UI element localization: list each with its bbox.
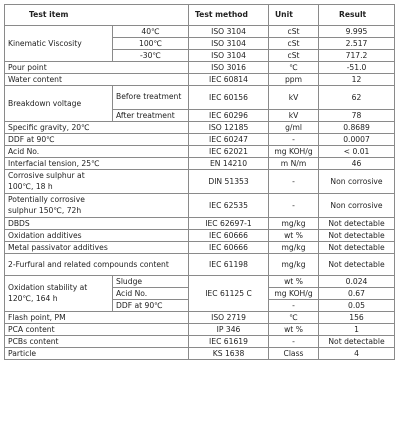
header-unit: Unit	[269, 5, 319, 26]
row-unit: kV	[269, 110, 319, 122]
row-label: Particle	[5, 348, 189, 360]
row-unit: ppm	[269, 74, 319, 86]
row-label-kinematic-viscosity: Kinematic Viscosity	[5, 26, 113, 62]
row-unit: mg/kg	[269, 242, 319, 254]
table-row	[5, 324, 395, 336]
table-row	[5, 218, 395, 230]
row-label: Interfacial tension, 25℃	[5, 158, 189, 170]
row-method: KS 1638	[189, 348, 269, 360]
table-row	[5, 312, 395, 324]
row-method: ISO 2719	[189, 312, 269, 324]
row-result: 0.05	[319, 300, 395, 312]
row-result: Non corrosive	[319, 194, 395, 218]
table-row	[5, 146, 395, 158]
row-unit: ℃	[269, 62, 319, 74]
row-label: Flash point, PM	[5, 312, 189, 324]
row-label: DDF at 90℃	[5, 134, 189, 146]
row-unit: -	[269, 170, 319, 194]
row-sub-condition: Before treatment	[113, 86, 189, 110]
table-row	[5, 276, 395, 288]
row-result: 156	[319, 312, 395, 324]
row-unit: mg KOH/g	[269, 146, 319, 158]
row-unit: wt %	[269, 324, 319, 336]
row-result: 46	[319, 158, 395, 170]
header-test-item: Test item	[5, 5, 189, 26]
row-method: IEC 60814	[189, 74, 269, 86]
table-row	[5, 122, 395, 134]
row-label: Acid No.	[5, 146, 189, 158]
row-result: < 0.01	[319, 146, 395, 158]
row-unit: cSt	[269, 38, 319, 50]
table-row	[5, 158, 395, 170]
row-result: 0.0007	[319, 134, 395, 146]
row-label: Potentially corrosive sulphur 150℃, 72h	[5, 194, 189, 218]
table-row	[5, 348, 395, 360]
row-result: Not detectable	[319, 230, 395, 242]
table-row	[5, 336, 395, 348]
row-method: IEC 62697-1	[189, 218, 269, 230]
table-row	[5, 194, 395, 218]
row-method: ISO 3104	[189, 50, 269, 62]
row-result: Not detectable	[319, 336, 395, 348]
row-label: DBDS	[5, 218, 189, 230]
row-result: Not detectable	[319, 242, 395, 254]
row-label: 2-Furfural and related compounds content	[5, 254, 189, 276]
table-row	[5, 230, 395, 242]
row-label: PCA content	[5, 324, 189, 336]
row-sub-condition: Acid No.	[113, 288, 189, 300]
row-label: Pour point	[5, 62, 189, 74]
table-row	[5, 254, 395, 276]
row-result: 4	[319, 348, 395, 360]
row-unit: g/ml	[269, 122, 319, 134]
row-sub-condition: After treatment	[113, 110, 189, 122]
row-result: Non corrosive	[319, 170, 395, 194]
row-result: 0.67	[319, 288, 395, 300]
row-result: 0.024	[319, 276, 395, 288]
row-unit: -	[269, 194, 319, 218]
row-unit: mg/kg	[269, 218, 319, 230]
header-test-method: Test method	[189, 5, 269, 26]
row-unit: -	[269, 336, 319, 348]
row-unit: -	[269, 300, 319, 312]
row-result: 0.8689	[319, 122, 395, 134]
table-header-row	[5, 5, 395, 26]
row-unit: cSt	[269, 50, 319, 62]
row-unit: wt %	[269, 276, 319, 288]
row-method: IEC 60156	[189, 86, 269, 110]
row-method: ISO 12185	[189, 122, 269, 134]
table-row	[5, 242, 395, 254]
row-label: Oxidation additives	[5, 230, 189, 242]
table-row	[5, 86, 395, 110]
row-method: ISO 3016	[189, 62, 269, 74]
row-unit: m N/m	[269, 158, 319, 170]
row-sub-condition: -30℃	[113, 50, 189, 62]
oil-test-results-table-container	[4, 4, 394, 360]
row-result: Not detectable	[319, 254, 395, 276]
row-method: IP 346	[189, 324, 269, 336]
row-result: 1	[319, 324, 395, 336]
row-result: Not detectable	[319, 218, 395, 230]
table-row	[5, 170, 395, 194]
row-method: IEC 61619	[189, 336, 269, 348]
row-result: 717.2	[319, 50, 395, 62]
row-method: ISO 3104	[189, 26, 269, 38]
row-result: 9.995	[319, 26, 395, 38]
row-method: IEC 60666	[189, 242, 269, 254]
row-label: Specific gravity, 20℃	[5, 122, 189, 134]
row-label: Metal passivator additives	[5, 242, 189, 254]
header-result: Result	[319, 5, 395, 26]
row-unit: kV	[269, 86, 319, 110]
row-method: IEC 60247	[189, 134, 269, 146]
row-method: DIN 51353	[189, 170, 269, 194]
row-sub-condition: DDF at 90℃	[113, 300, 189, 312]
row-sub-condition: 40℃	[113, 26, 189, 38]
row-method: IEC 62021	[189, 146, 269, 158]
row-method: IEC 60666	[189, 230, 269, 242]
row-method: IEC 60296	[189, 110, 269, 122]
oil-test-results-table	[4, 4, 395, 360]
row-result: 62	[319, 86, 395, 110]
row-unit: Class	[269, 348, 319, 360]
row-label: Corrosive sulphur at 100℃, 18 h	[5, 170, 189, 194]
row-result: 12	[319, 74, 395, 86]
row-method: IEC 62535	[189, 194, 269, 218]
row-method: IEC 61198	[189, 254, 269, 276]
row-sub-condition: 100℃	[113, 38, 189, 50]
row-label: Water content	[5, 74, 189, 86]
row-unit: -	[269, 134, 319, 146]
table-row	[5, 26, 395, 38]
table-row	[5, 74, 395, 86]
row-sub-condition: Sludge	[113, 276, 189, 288]
table-row	[5, 134, 395, 146]
row-unit: wt %	[269, 230, 319, 242]
row-unit: mg KOH/g	[269, 288, 319, 300]
row-unit: ℃	[269, 312, 319, 324]
row-label: PCBs content	[5, 336, 189, 348]
row-result: 2.517	[319, 38, 395, 50]
row-method: ISO 3104	[189, 38, 269, 50]
row-method: IEC 61125 C	[189, 276, 269, 312]
row-result: 78	[319, 110, 395, 122]
row-unit: cSt	[269, 26, 319, 38]
table-row	[5, 62, 395, 74]
row-unit: mg/kg	[269, 254, 319, 276]
row-label-oxidation-stability: Oxidation stability at 120℃, 164 h	[5, 276, 113, 312]
row-result: -51.0	[319, 62, 395, 74]
row-label-breakdown-voltage: Breakdown voltage	[5, 86, 113, 122]
row-method: EN 14210	[189, 158, 269, 170]
